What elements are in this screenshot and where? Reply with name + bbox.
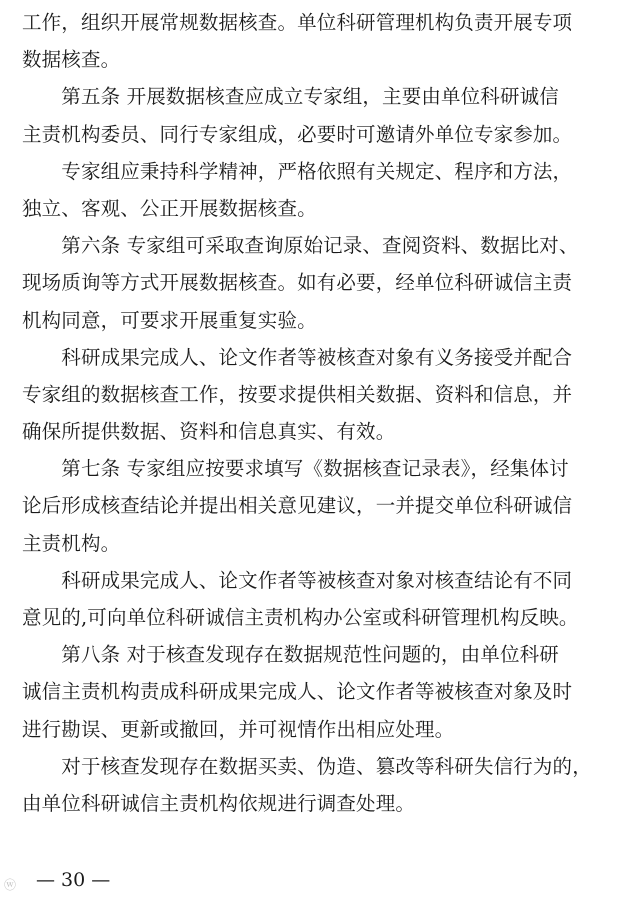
text-line: 专家组的数据核查工作，按要求提供相关数据、资料和信息，并 xyxy=(22,382,573,406)
document-body xyxy=(22,4,614,822)
text-line: 进行勘误、更新或撤回，并可视情作出相应处理。 xyxy=(22,717,455,741)
text-line: 主责机构。 xyxy=(22,531,121,555)
text-line: 第五条 开展数据核查应成立专家组，主要由单位科研诚信 xyxy=(22,85,559,109)
text-line: 第七条 专家组应按要求填写《数据核查记录表》，经集体讨 xyxy=(22,457,569,481)
text-line: 科研成果完成人、论文作者等被核查对象有义务接受并配合 xyxy=(22,345,573,369)
text-line: 第八条 对于核查发现存在数据规范性问题的，由单位科研 xyxy=(22,643,559,667)
text-line: 确保所提供数据、资料和信息真实、有效。 xyxy=(22,420,396,444)
text-line: 论后形成核查结论并提出相关意见建议，一并提交单位科研诚信 xyxy=(22,494,573,518)
watermark-logo: ⓦ xyxy=(4,878,17,892)
text-line: 由单位科研诚信主责机构依规进行调查处理。 xyxy=(22,791,416,815)
text-line: 对于核查发现存在数据买卖、伪造、篡改等科研失信行为的， xyxy=(22,754,592,778)
text-line: 主责机构委员、同行专家组成，必要时可邀请外单位专家参加。 xyxy=(22,122,573,146)
page-number: — 30 — xyxy=(36,869,111,891)
text-line: 科研成果完成人、论文作者等被核查对象对核查结论有不同 xyxy=(22,568,573,592)
text-line: 第六条 专家组可采取查询原始记录、查阅资料、数据比对、 xyxy=(22,234,579,258)
paragraph-text xyxy=(22,4,614,822)
text-line: 数据核查。 xyxy=(22,48,121,72)
text-line: 现场质询等方式开展数据核查。如有必要，经单位科研诚信主责 xyxy=(22,271,573,295)
text-line: 专家组应秉持科学精神，严格依照有关规定、程序和方法， xyxy=(22,159,573,183)
text-line: 意见的,可向单位科研诚信主责机构办公室或科研管理机构反映。 xyxy=(22,606,579,629)
text-line: 诚信主责机构责成科研成果完成人、论文作者等被核查对象及时 xyxy=(22,680,573,704)
text-line: 机构同意，可要求开展重复实验。 xyxy=(22,308,317,332)
text-line: 工作，组织开展常规数据核查。单位科研管理机构负责开展专项 xyxy=(22,11,573,34)
text-line: 独立、客观、公正开展数据核查。 xyxy=(22,196,317,220)
